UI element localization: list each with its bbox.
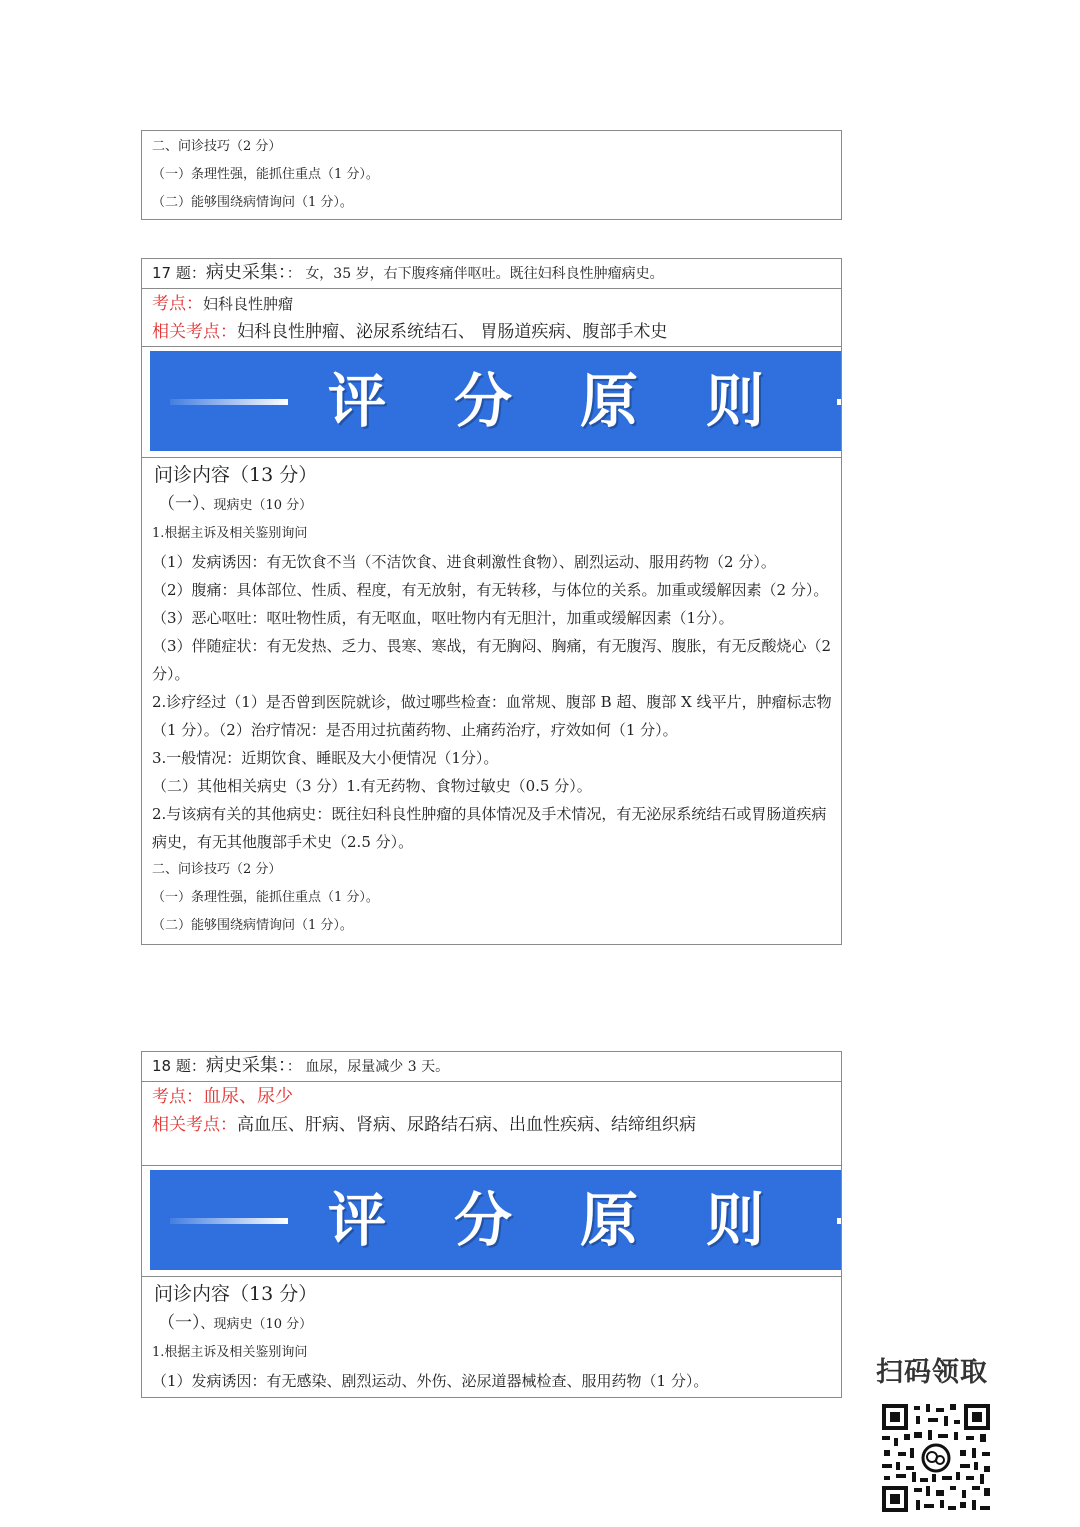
banner-text: 评分原则 [328,367,833,435]
kaodian-label: 考点： [152,1087,203,1107]
top-box [141,130,842,220]
content-line: 二、问诊技巧（2 分） [152,862,282,877]
content-section [142,1277,841,1397]
question-label: 病史采集： [205,262,287,283]
content-line: （3）伴随症状：有无发热、乏力、畏寒、寒战，有无胸闷、胸痛，有无腹泻、腹胀，有无反酸烧心（2 分）。 [152,637,832,683]
subsection-index: （一） [158,1313,201,1333]
content-line: 2.诊疗经过（1）是否曾到医院就诊，做过哪些检查：血常规、腹部 B 超、腹部 X 线平片，肿瘤标志物（1 分）。（2）治疗情况：是否用过抗菌药物、止痛药治疗，疗效如何（1 分）。 [152,693,832,739]
subsection-index: （一） [158,494,201,514]
banner-text: 评分原则 [328,1186,833,1254]
kaodian-section [142,289,841,347]
content-section [142,458,841,944]
banner-dash-right [837,399,841,405]
banner-row [142,351,841,458]
top-line: 二、问诊技巧（2 分） [152,139,282,154]
separator: ： [286,266,301,282]
subsection-title [142,1309,841,1339]
subsection-label: 、现病史（10 分） [200,498,313,513]
banner-row [142,1170,841,1277]
content-line: 1.根据主诉及相关鉴别询问 [152,1345,308,1360]
question-label: 病史采集： [205,1055,287,1076]
question-17-box [141,258,842,945]
content-line: 3.一般情况：近期饮食、睡眠及大小便情况（1分）。 [152,749,499,767]
content-line: 2.与该病有关的其他病史：既往妇科良性肿瘤的具体情况及手术情况，有无泌尿系统结石或胃肠道疾病病史，有无其他腹部手术史（2.5 分）。 [152,805,827,851]
question-description: 血尿，尿量减少 3 天。 [305,1059,450,1075]
content-line: （二）能够围绕病情询问（1 分）。 [152,918,353,933]
related-value: 高血压、肝病、肾病、尿路结石病、出血性疾病、结缔组织病 [237,1115,696,1135]
related-value: 妇科良性肿瘤、泌尿系统结石、 胃肠道疾病、腹部手术史 [237,322,668,342]
related-label: 相关考点： [152,322,237,342]
related-label: 相关考点： [152,1115,237,1135]
banner-dash [170,1218,288,1224]
kaodian-label: 考点： [152,294,203,314]
kaodian-value: 妇科良性肿瘤 [203,295,294,313]
kaodian-line [142,1083,841,1111]
qr-title: 扫码领取 [876,1357,988,1388]
content-line: （1）发病诱因：有无感染、剧烈运动、外伤、泌尿道器械检查、服用药物（1 分）。 [152,1372,709,1390]
separator: ： [286,1059,301,1075]
kaodian-section [142,1082,841,1166]
content-line: （一）条理性强，能抓住重点（1 分）。 [152,890,379,905]
section-title: 问诊内容（13 分） [154,464,318,486]
content-line: （1）发病诱因：有无饮食不当（不洁饮食、进食刺激性食物）、剧烈运动、服用药物（2 分）。 [152,553,776,571]
related-line [142,318,841,346]
question-18-box [141,1051,842,1398]
qr-code-icon[interactable] [880,1402,992,1514]
question-17-header [142,259,841,289]
related-line [142,1111,841,1139]
top-line: （二）能够围绕病情询问（1 分）。 [152,195,353,210]
question-number: 17 题： [152,264,206,282]
scoring-banner [150,1170,841,1270]
section-title: 问诊内容（13 分） [154,1283,318,1305]
kaodian-value: 血尿、尿少 [203,1086,293,1107]
content-line: （二）其他相关病史（3 分）1.有无药物、食物过敏史（0.5 分）。 [152,777,592,795]
question-18-header [142,1052,841,1082]
question-description: 女，35 岁，右下腹疼痛伴呕吐。既往妇科良性肿瘤病史。 [305,266,664,282]
top-line: （一）条理性强，能抓住重点（1 分）。 [152,167,379,182]
question-number: 18 题： [152,1057,206,1075]
subsection-label: 、现病史（10 分） [200,1317,313,1332]
banner-dash [170,399,288,405]
content-line: 1.根据主诉及相关鉴别询问 [152,526,308,541]
content-line: （2）腹痛：具体部位、性质、程度，有无放射，有无转移，与体位的关系。加重或缓解因素（2 分）。 [152,581,829,599]
banner-dash-right [837,1218,841,1224]
scoring-banner [150,351,841,451]
kaodian-line [142,290,841,318]
content-line: （3）恶心呕吐：呕吐物性质，有无呕血，呕吐物内有无胆汁，加重或缓解因素（1分）。 [152,609,734,627]
subsection-title [142,490,841,520]
